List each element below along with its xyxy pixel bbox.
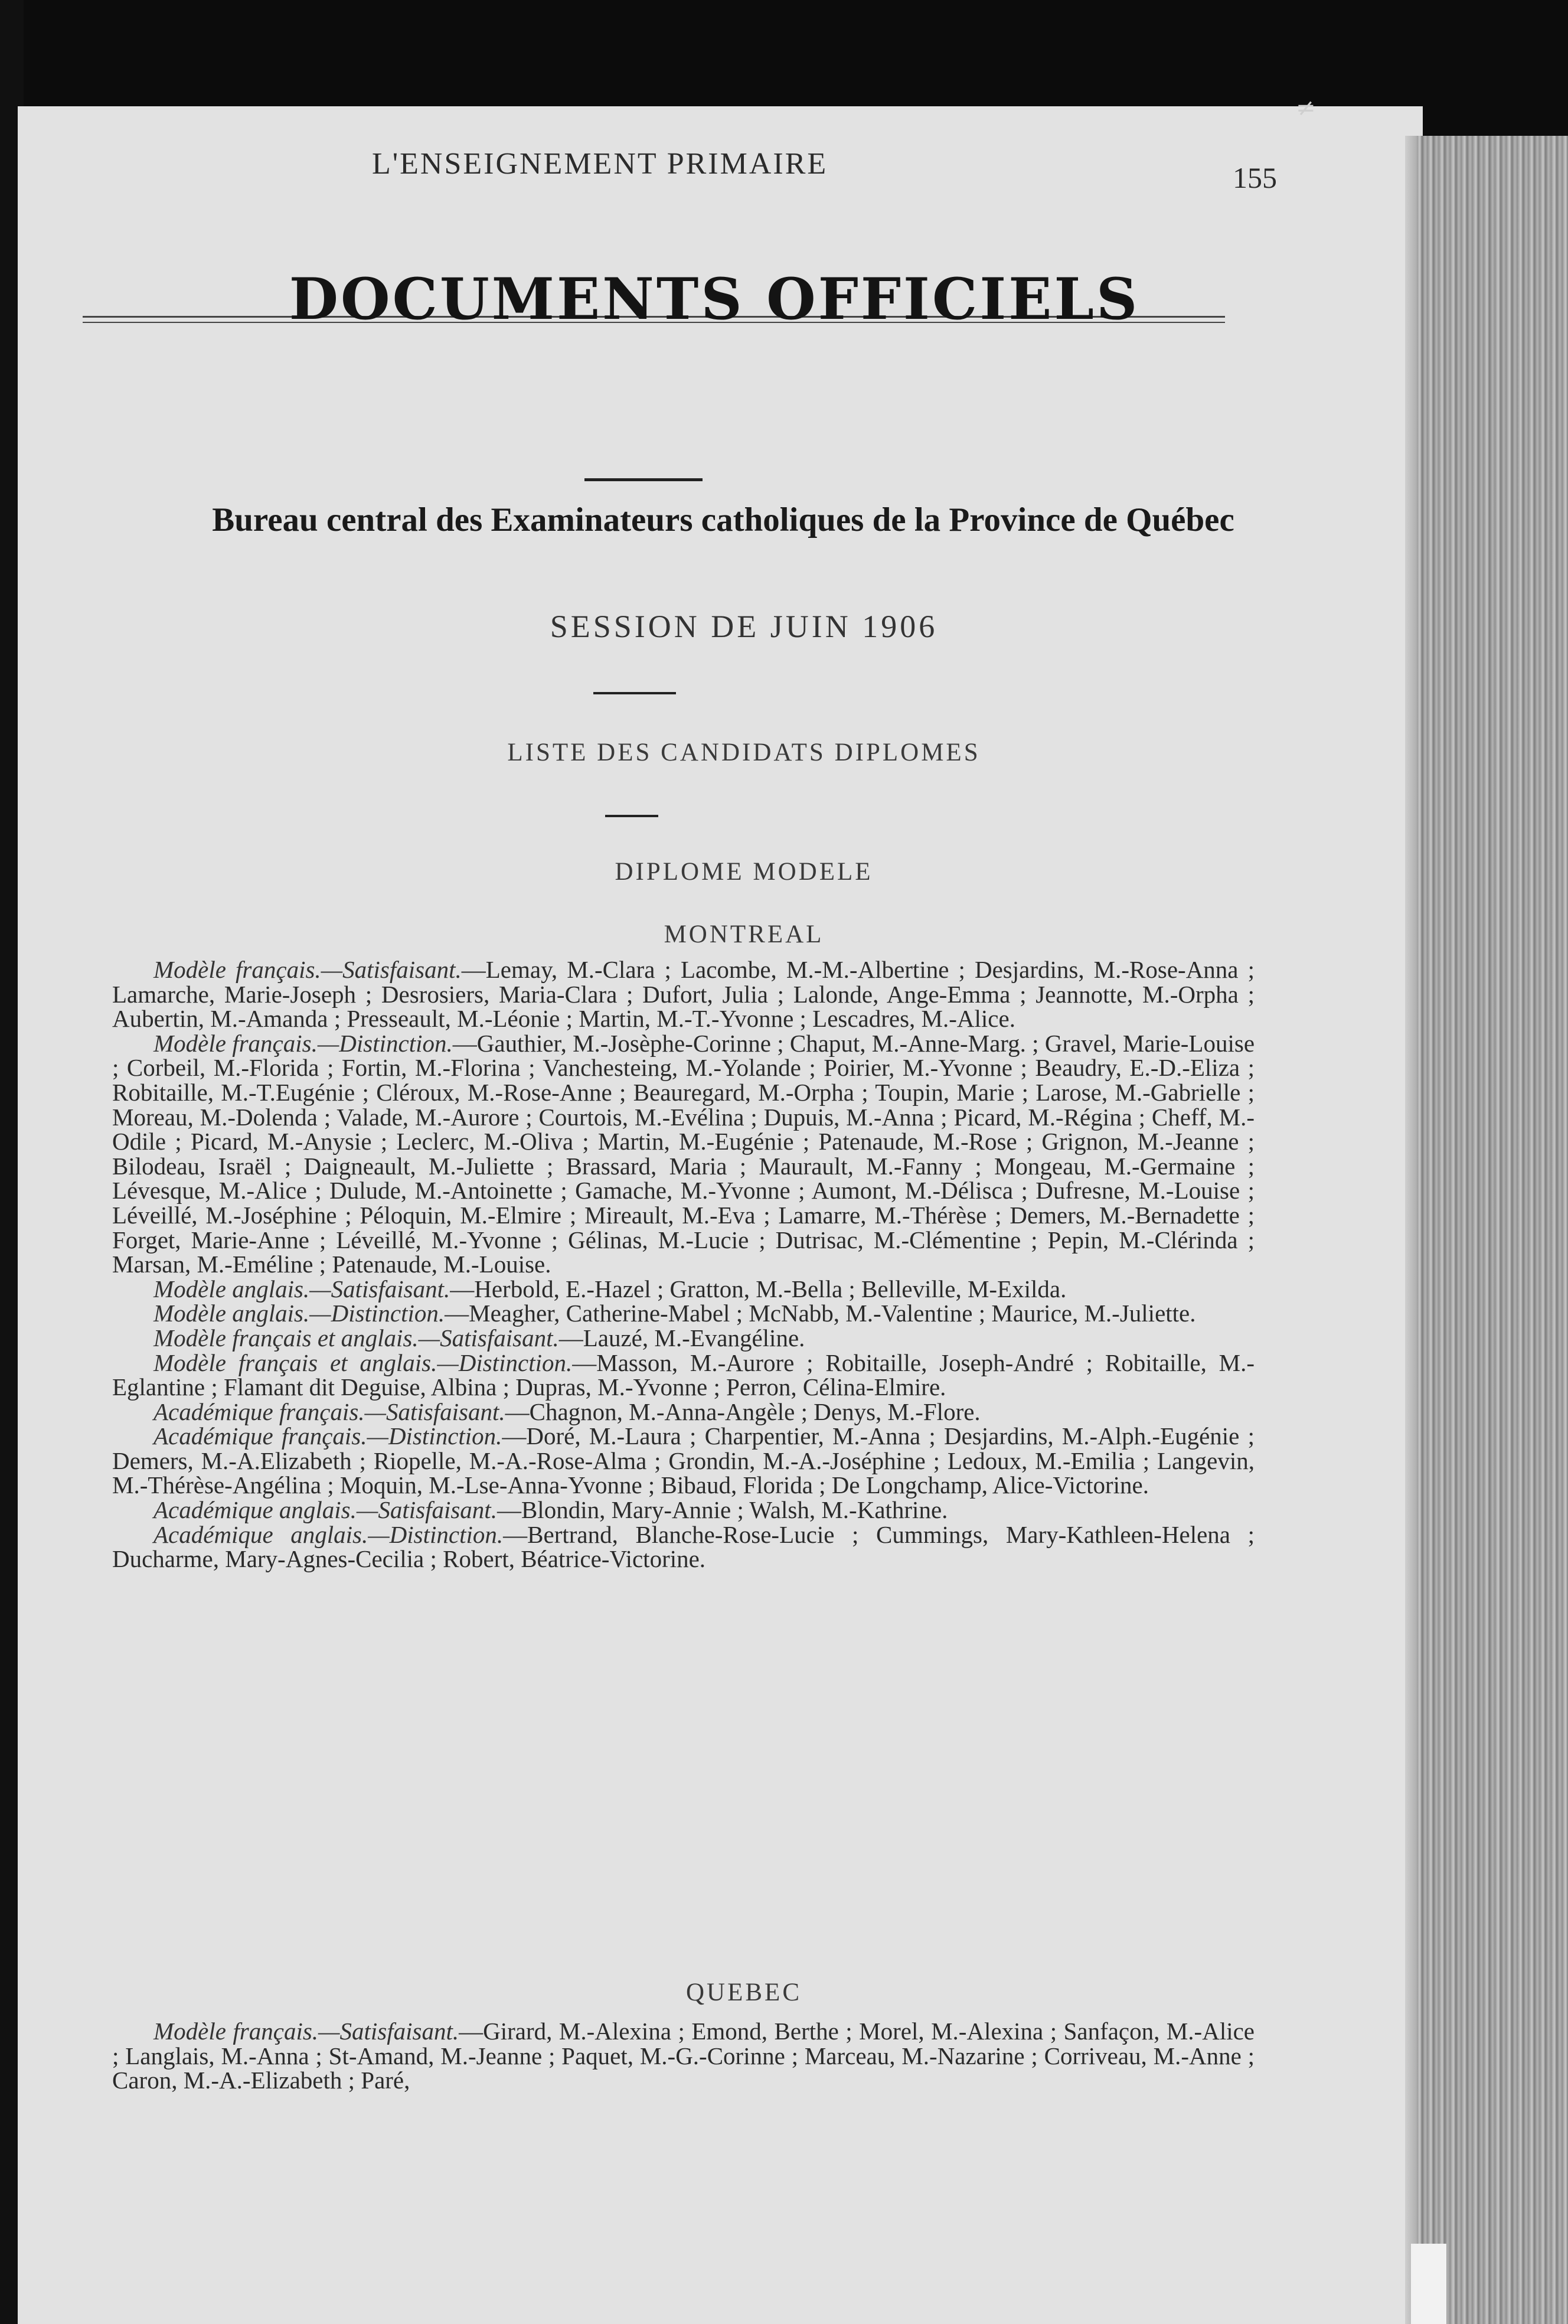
category-label: Modèle anglais.—Distinction. [153,1300,445,1327]
candidate-paragraph [112,1351,1255,1400]
category-label: Modèle français.—Satisfaisant. [153,2018,459,2045]
candidate-names: —Masson, M.-Aurore ; Robitaille, Joseph-André ; Robitaille, M.-Eglantine ; Flamant dit Deguise, Albina ; Dupras, M.-Yvonne ; Perron, Célina-Elmire. [112,1349,1255,1401]
title-divider [584,478,703,481]
category-label: Modèle français et anglais.—Satisfaisant. [153,1324,559,1352]
page-title: DOCUMENTS OFFICIELS [289,266,1140,332]
candidate-names: —Lemay, M.-Clara ; Lacombe, M.-M.-Albertine ; Desjardins, M.-Rose-Anna ; Lamarche, Marie-Joseph ; Desrosiers, Maria-Clara ; Dufort, Julia ; Lalonde, Ange-Emma ; Jeannotte, M.-Orpha ; Aubertin, M.-Amanda ; Presseault, M.-Léonie ; Martin, M.-T.-Yvonne ; Lescadres, M.-Alice. [112,956,1255,1033]
candidate-names: —Blondin, Mary-Annie ; Walsh, M.-Kathrine. [496,1496,948,1524]
page-number: 155 [1233,161,1277,194]
running-header: L'ENSEIGNEMENT PRIMAIRE [372,147,828,181]
list-heading: LISTE DES CANDIDATS DIPLOMES [507,739,981,766]
category-label: Modèle français et anglais.—Distinction. [153,1349,573,1376]
candidate-names: —Chagnon, M.-Anna-Angèle ; Denys, M.-Flore. [505,1398,981,1425]
category-label: Modèle français.—Distinction. [153,1029,453,1057]
category-label: Académique anglais.—Satisfaisant. [153,1496,497,1524]
candidate-paragraph [112,1520,1255,1573]
candidate-paragraph [112,958,1255,1032]
candidate-names: —Girard, M.-Alexina ; Emond, Berthe ; Morel, M.-Alexina ; Sanfaçon, M.-Alice ; Langlais, M.-Anna ; St-Amand, M.-Jeanne ; Paquet, M.-G.-Corinne ; Marceau, M.-Nazarine ; Corriveau, M.-Anne ; Caron, M.-A.-Elizabeth ; Paré, [112,2018,1255,2094]
candidate-paragraph [112,2019,1255,2093]
candidate-paragraph [112,1326,1255,1351]
section-heading-quebec: QUEBEC [686,1979,802,2006]
quebec-candidate-list [112,2019,1255,2093]
candidate-paragraph [112,1029,1255,1278]
diploma-heading: DIPLOME MODELE [615,858,873,886]
session-heading: SESSION DE JUIN 1906 [550,609,938,644]
category-label: Modèle français.—Satisfaisant. [153,956,462,983]
book-page-edges [1417,136,1568,2324]
candidate-paragraph [112,1498,1255,1523]
scan-speck: ≠ [1296,94,1316,122]
category-label: Académique français.—Distinction. [153,1422,502,1450]
paper-scrap [1411,2244,1446,2324]
candidate-names: —Bertrand, Blanche-Rose-Lucie ; Cummings, Mary-Kathleen-Helena ; Ducharme, Mary-Agnes-Cecilia ; Robert, Béatrice-Victorine. [112,1520,1255,1573]
montreal-candidate-list [112,958,1255,1572]
category-label: Académique français.—Satisfaisant. [153,1398,505,1425]
candidate-paragraph [112,1424,1255,1498]
candidate-names: —Herbold, E.-Hazel ; Gratton, M.-Bella ; Belleville, M-Exilda. [450,1275,1067,1303]
session-divider [593,692,676,694]
category-label: Modèle anglais.—Satisfaisant. [153,1275,450,1303]
category-label: Académique anglais.—Distinction. [153,1520,504,1548]
subtitle: Bureau central des Examinateurs catholiques de la Province de Québec [212,501,1234,538]
candidate-names: —Meagher, Catherine-Mabel ; McNabb, M.-Valentine ; Maurice, M.-Juliette. [445,1300,1196,1327]
candidate-names: —Lauzé, M.-Evangéline. [558,1324,805,1352]
candidate-paragraph [112,1277,1255,1302]
candidate-names: —Gauthier, M.-Josèphe-Corinne ; Chaput, M.-Anne-Marg. ; Gravel, Marie-Louise ; Corbeil, M.-Florida ; Fortin, M.-Florina ; Vanchesteing, M.-Yolande ; Poirier, M.-Yvonne ; Beaudry, E.-D.-Eliza ; Robitaille, M.-T.Eugénie ; Cléroux, M.-Rose-Anne ; Beauregard, M.-Orpha ; Toupin, Marie ; Larose, M.-Gabrielle ; Moreau, M.-Dolenda ; Valade, M.-Aurore ; Courtois, M.-Evélina ; Dupuis, M.-Anna ; Picard, M.-Régina ; Cheff, M.-Odile ; Picard, M.-Anysie ; Leclerc, M.-Oliva ; Martin, M.-Eugénie ; Patenaude, M.-Rose ; Grignon, M.-Jeanne ; Bilodeau, Israël ; Daigneault, M.-Juliette ; Brassard, Maria ; Maurault, M.-Fanny ; Mongeau, M.-Germaine ; Lévesque, M.-Alice ; Dulude, M.-Antoinette ; Gamache, M.-Yvonne ; Aumont, M.-Délisca ; Dufresne, M.-Louise ; Léveillé, M.-Joséphine ; Péloquin, M.-Elmire ; Mireault, M.-Eva ; Lamarre, M.-Thérèse ; Demers, M.-Bernadette ; Forget, Marie-Anne ; Léveillé, M.-Yvonne ; Gélinas, M.-Lucie ; Dutrisac, M.-Clémentine ; Pepin, M.-Clérinda ; Marsan, M.-Eméline ; Patenaude, M.-Louise. [112,1029,1255,1278]
candidate-names: —Doré, M.-Laura ; Charpentier, M.-Anna ; Desjardins, M.-Alph.-Eugénie ; Demers, M.-A.Elizabeth ; Riopelle, M.-A.-Rose-Alma ; Grondin, M.-A.-Joséphine ; Ledoux, M.-Emilia ; Langevin, M.-Thérèse-Angélina ; Moquin, M.-Lse-Anna-Yvonne ; Bibaud, Florida ; De Longchamp, Alice-Victorine. [112,1422,1255,1499]
section-heading-montreal: MONTREAL [664,921,824,948]
candidate-paragraph [112,1301,1255,1326]
candidate-paragraph [112,1400,1255,1425]
list-divider [605,815,658,817]
